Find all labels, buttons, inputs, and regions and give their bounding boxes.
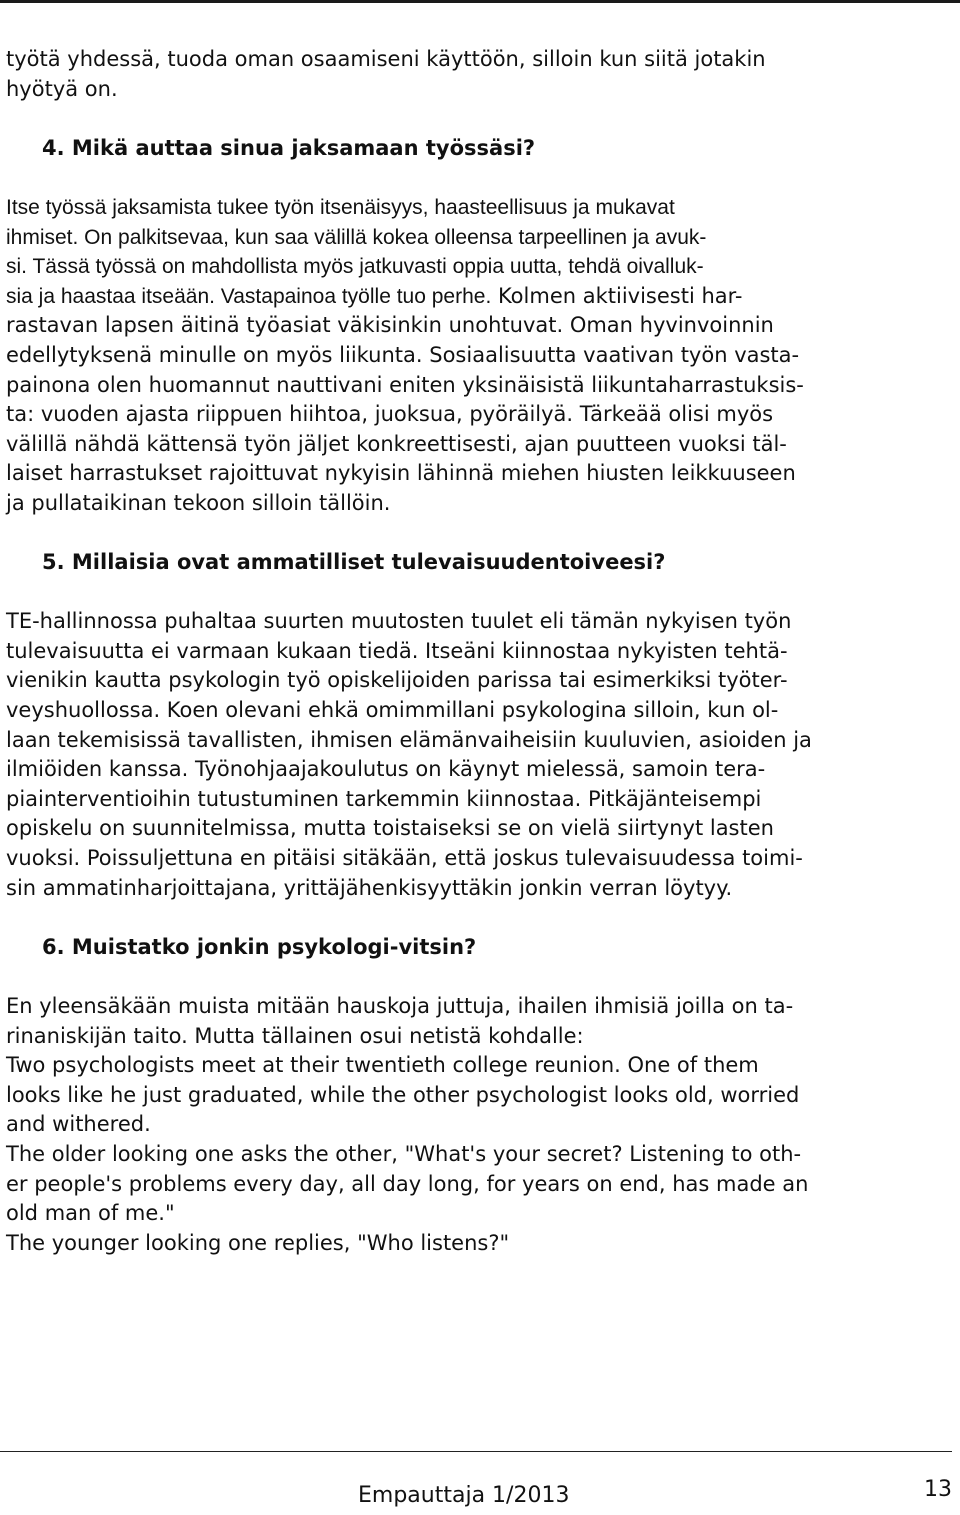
text-line: The older looking one asks the other, "What's your secret? Listening to oth- (6, 1141, 802, 1166)
footer-rule (0, 1451, 952, 1452)
paragraph-gap (6, 104, 950, 134)
answer-4-paragraph (6, 193, 950, 519)
text-line: si. Tässä työssä on mahdollista myös jatkuvasti oppia uutta, tehdä oivalluk- (6, 255, 704, 279)
text-line: vuoksi. Poissuljettuna en pitäisi sitäkään, että joskus tulevaisuudessa toimi- (6, 846, 803, 871)
page-number: 13 (924, 1477, 952, 1502)
text-line: ihmiset. On palkitsevaa, kun saa välillä kokea olleensa tarpeellinen ja avuk- (6, 225, 707, 249)
footer-publication: Empauttaja 1/2013 (358, 1483, 570, 1508)
text-segment: Kolmen aktiivisesti har- (491, 283, 743, 308)
text-line: laan tekemisissä tavallisten, ihmisen elämänvaiheisiin kuuluvien, asioiden ja (6, 727, 812, 752)
text-segment: sia ja haastaa itseään. Vastapainoa työlle tuo perhe. (6, 284, 492, 308)
text-line: ja pullataikinan tekoon silloin tällöin. (6, 490, 391, 515)
question-4-heading: 4. Mikä auttaa sinua jaksamaan työssäsi? (42, 135, 536, 160)
top-rule (0, 0, 960, 3)
text-line: Itse työssä jaksamista tukee työn itsenäisyys, haasteellisuus ja mukavat (6, 195, 675, 219)
text-line: rinaniskijän taito. Mutta tällainen osui netistä kohdalle: (6, 1023, 584, 1048)
question-6-heading: 6. Muistatko jonkin psykologi-vitsin? (42, 934, 477, 959)
text-line: sin ammatinharjoittajana, yrittäjähenkisyyttäkin jonkin verran löytyy. (6, 875, 733, 900)
paragraph-gap (6, 519, 950, 549)
paragraph-gap (6, 578, 950, 608)
text-line: looks like he just graduated, while the other psychologist looks old, worried (6, 1082, 800, 1107)
text-line: opiskelu on suunnitelmissa, mutta toistaiseksi se on vielä siirtynyt lasten (6, 816, 774, 841)
text-line: vienikin kautta psykologin työ opiskelijoiden parissa tai esimerkiksi työter- (6, 668, 788, 693)
text-line (6, 282, 950, 312)
text-line: veyshuollossa. Koen olevani ehkä omimmillani psykologina silloin, kun ol- (6, 698, 779, 723)
text-line: hyötyä on. (6, 76, 118, 101)
text-line: laiset harrastukset rajoittuvat nykyisin lähinnä miehen hiusten leikkuuseen (6, 461, 796, 486)
text-line: TE-hallinnossa puhaltaa suurten muutosten tuulet eli tämän nykyisen työn (6, 609, 792, 634)
answer-5-paragraph (6, 607, 950, 903)
text-line: välillä nähdä kättensä työn jäljet konkreettisesti, ajan puutteen vuoksi täl- (6, 431, 787, 456)
text-line: and withered. (6, 1112, 151, 1137)
text-line: The younger looking one replies, "Who listens?" (6, 1230, 510, 1255)
paragraph-gap (6, 962, 950, 992)
text-line: En yleensäkään muista mitään hauskoja juttuja, ihailen ihmisiä joilla on ta- (6, 994, 794, 1018)
text-line: ta: vuoden ajasta riippuen hiihtoa, juoksua, pyöräilyä. Tärkeää olisi myös (6, 402, 774, 427)
intro-paragraph (6, 45, 950, 104)
paragraph-gap (6, 903, 950, 933)
text-line: er people's problems every day, all day long, for years on end, has made an (6, 1171, 809, 1196)
text-line: painona olen huomannut nauttivani eniten yksinäisistä liikuntaharrastuksis- (6, 372, 804, 397)
text-line: old man of me." (6, 1201, 175, 1226)
paragraph-gap (6, 163, 950, 193)
page-content (6, 45, 950, 1258)
text-line: piainterventioihin tutustuminen tarkemmin kiinnostaa. Pitkäjänteisempi (6, 786, 762, 811)
text-line: edellytyksenä minulle on myös liikunta. Sosiaalisuutta vaativan työn vasta- (6, 342, 800, 367)
text-line: Two psychologists meet at their twentieth college reunion. One of them (6, 1053, 759, 1078)
text-line: tulevaisuutta ei varmaan kukaan tiedä. Itseäni kiinnostaa nykyisten tehtä- (6, 638, 788, 663)
text-line: työtä yhdessä, tuoda oman osaamiseni käyttöön, silloin kun siitä jotakin (6, 47, 766, 71)
answer-6-paragraph (6, 992, 950, 1258)
text-line: rastavan lapsen äitinä työasiat väkisinkin unohtuvat. Oman hyvinvoinnin (6, 313, 774, 338)
question-5-heading: 5. Millaisia ovat ammatilliset tulevaisuudentoiveesi? (42, 550, 666, 575)
text-line: ilmiöiden kanssa. Työnohjaajakoulutus on käynyt mielessä, samoin tera- (6, 757, 766, 782)
